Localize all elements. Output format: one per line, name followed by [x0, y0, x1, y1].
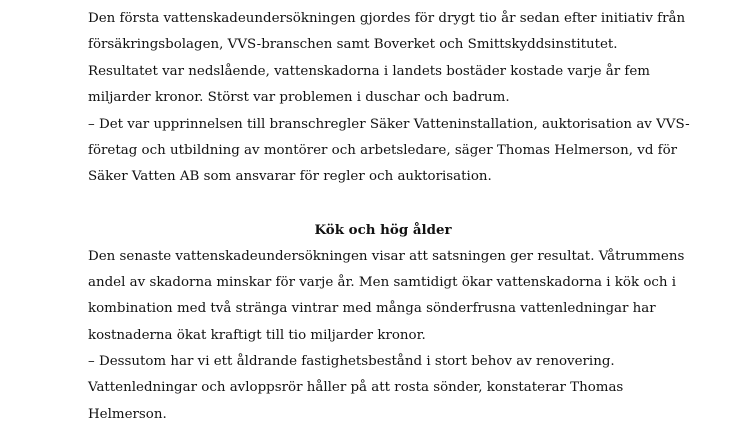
text-line: – Dessutom har vi ett åldrande fastighetsbestånd i stort behov av renovering.	[88, 354, 615, 370]
text-line: Vattenledningar och avloppsrör håller på att rosta sönder, konstaterar Thomas	[88, 380, 624, 396]
text-line: Säker Vatten AB som ansvarar för regler och auktorisation.	[88, 169, 492, 185]
paragraph-spacer	[88, 191, 678, 217]
paragraph-intro	[88, 6, 690, 191]
text-line: miljarder kronor. Störst var problemen i duschar och badrum.	[88, 90, 510, 106]
text-line: företag och utbildning av montörer och arbetsledare, säger Thomas Helmerson, vd för	[88, 142, 678, 158]
text-line: försäkringsbolagen, VVS-branschen samt Boverket och Smittskyddsinstitutet.	[88, 37, 618, 53]
text-line: andel av skadorna minskar för varje år. Men samtidigt ökar vattenskadorna i kök och i	[88, 274, 677, 290]
text-line: kostnaderna ökat kraftigt till tio miljarder kronor.	[88, 327, 426, 343]
text-line: – Det var upprinnelsen till branschregler Säker Vatteninstallation, auktorisation av VVS-	[88, 116, 690, 132]
section-heading: Kök och hög ålder	[314, 222, 452, 239]
text-line: Den första vattenskadeundersökningen gjordes för drygt tio år sedan efter initiativ från	[88, 11, 686, 26]
document-page	[88, 6, 690, 428]
paragraph-kitchen	[88, 244, 685, 428]
text-line: Den senaste vattenskadeundersökningen visar att satsningen ger resultat. Våtrummens	[88, 248, 685, 264]
text-line: Resultatet var nedslående, vattenskadorna i landets bostäder kostade varje år fem	[88, 63, 650, 79]
text-line: Helmerson.	[88, 406, 167, 422]
text-line: kombination med två stränga vintrar med många sönderfrusna vattenledningar har	[88, 301, 656, 317]
